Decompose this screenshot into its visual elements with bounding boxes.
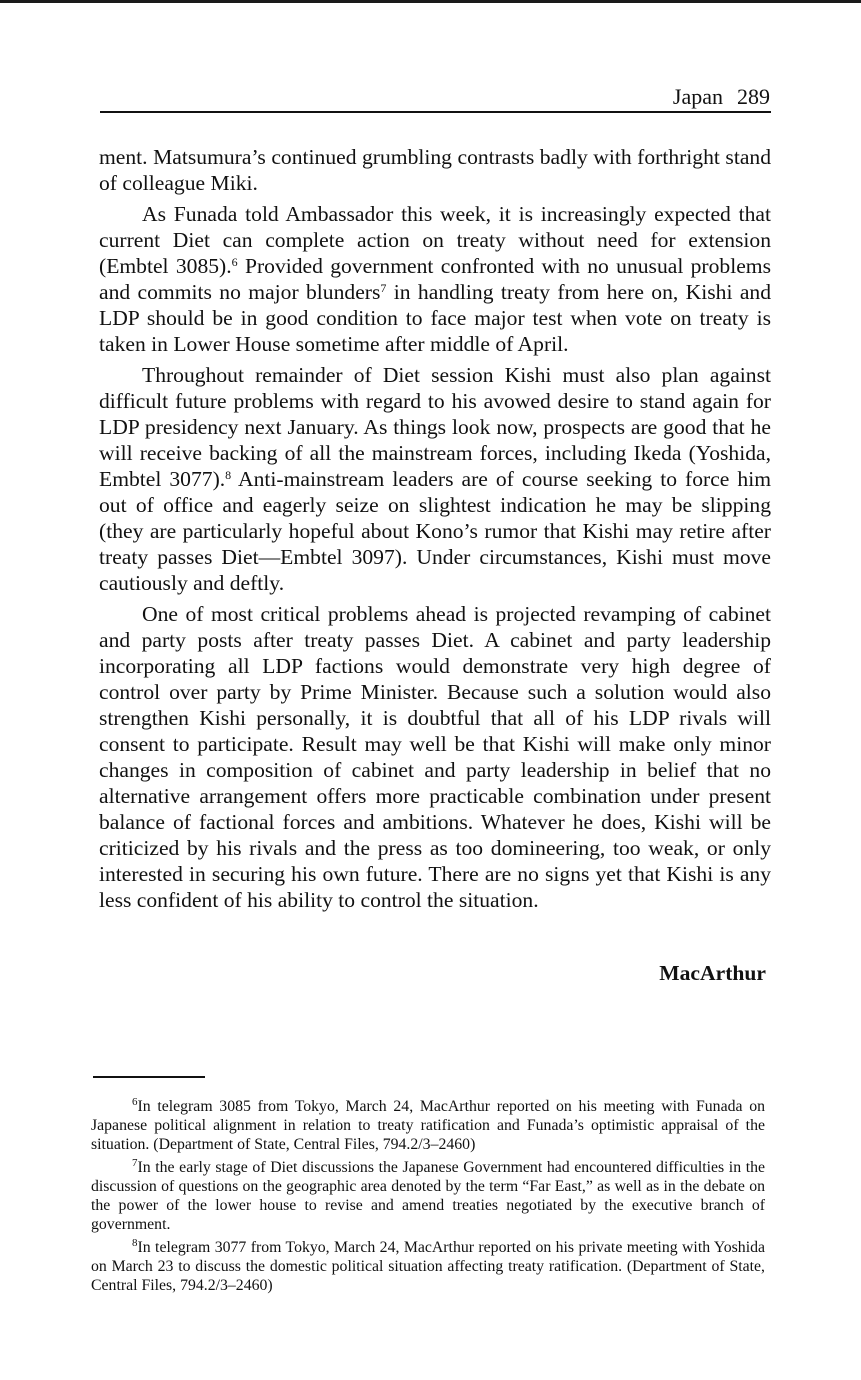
footnote-6 bbox=[91, 1097, 765, 1154]
paragraph-1: ment. Matsumura’s continued grumbling contrasts badly with forthright stand of colleague Miki. bbox=[99, 145, 771, 195]
footnote-ref-6[interactable]: 6 bbox=[231, 255, 238, 269]
footnote-ref-8[interactable]: 8 bbox=[225, 468, 232, 482]
page-number: 289 bbox=[737, 84, 770, 109]
paragraph-2-part-b: Provided government confronted with no unusual problems and commits no major blunders bbox=[99, 254, 771, 304]
paragraph-4: One of most critical problems ahead is projected revamping of cabinet and party posts after treaty passes Diet. A cabinet and party leadership incorporating all LDP factions would demonstrate very high degree of control over party by Prime Minister. Because such a solution would also strengthen Kishi personally, it is doubtful that all of his LDP rivals will consent to participate. Result may well be that Kishi will make only minor changes in composition of cabinet and party leadership in belief that no alternative arrangement offers more practicable combination under present balance of factional forces and ambitions. Whatever he does, Kishi will be criticized by his rivals and the press as too domineering, too weak, or only interested in securing his own future. There are no signs yet that Kishi is any less confident of his ability to control the situation. bbox=[99, 602, 771, 912]
footnote-number: 8 bbox=[132, 1237, 138, 1249]
footnote-7 bbox=[91, 1158, 765, 1234]
paragraph-3-part-a: Throughout remainder of Diet session Kishi must also plan against difficult future problems with regard to his avowed desire to stand again for LDP presidency next January. As things look now, prospects are good that he will receive backing of all the mainstream forces, including Ikeda (Yoshida, Embtel 3077). bbox=[99, 363, 771, 491]
paragraph-3 bbox=[99, 362, 771, 596]
footnote-text: In telegram 3077 from Tokyo, March 24, MacArthur reported on his private meeting with Yoshida on March 23 to discuss the domestic political situation affecting treaty ratification. (Department of State, Central Files, 794.2/3–2460) bbox=[91, 1239, 765, 1294]
footnotes bbox=[91, 1097, 765, 1299]
footnote-rule bbox=[93, 1076, 205, 1078]
signature: MacArthur bbox=[659, 961, 766, 985]
page-top-edge bbox=[0, 0, 861, 3]
footnote-text: In telegram 3085 from Tokyo, March 24, MacArthur reported on his meeting with Funada on Japanese political alignment in relation to treaty ratification and Funada’s optimistic appraisal of the situation. (Department of State, Central Files, 794.2/3–2460) bbox=[91, 1098, 765, 1153]
footnote-text: In the early stage of Diet discussions the Japanese Government had encountered difficulties in the discussion of questions on the geographic area denoted by the term “Far East,” as well as in the debate on the power of the lower house to revise and amend treaties negotiated by the executive branch of government. bbox=[91, 1159, 765, 1233]
paragraph-2-part-c: in handling treaty from here on, Kishi and LDP should be in good condition to face major test when vote on treaty is taken in Lower House sometime after middle of April. bbox=[99, 280, 771, 356]
header-section-title: Japan bbox=[672, 84, 723, 109]
footnote-number: 6 bbox=[132, 1096, 138, 1108]
footnote-number: 7 bbox=[132, 1157, 138, 1169]
paragraph-3-part-b: Anti-mainstream leaders are of course seeking to force him out of office and eagerly seize on slightest indication he may be slipping (they are particularly hopeful about Kono’s rumor that Kishi may retire after treaty passes Diet—Embtel 3097). Under circumstances, Kishi must move cautiously and deftly. bbox=[99, 467, 771, 595]
footnote-ref-7[interactable]: 7 bbox=[380, 281, 387, 295]
main-text bbox=[99, 144, 771, 918]
paragraph-2 bbox=[99, 201, 771, 357]
paragraph-2-part-a: As Funada told Ambassador this week, it is increasingly expected that current Diet can complete action on treaty without need for extension (Embtel 3085). bbox=[99, 202, 771, 278]
footnote-8 bbox=[91, 1238, 765, 1295]
running-header bbox=[100, 84, 770, 110]
header-rule bbox=[100, 111, 771, 113]
